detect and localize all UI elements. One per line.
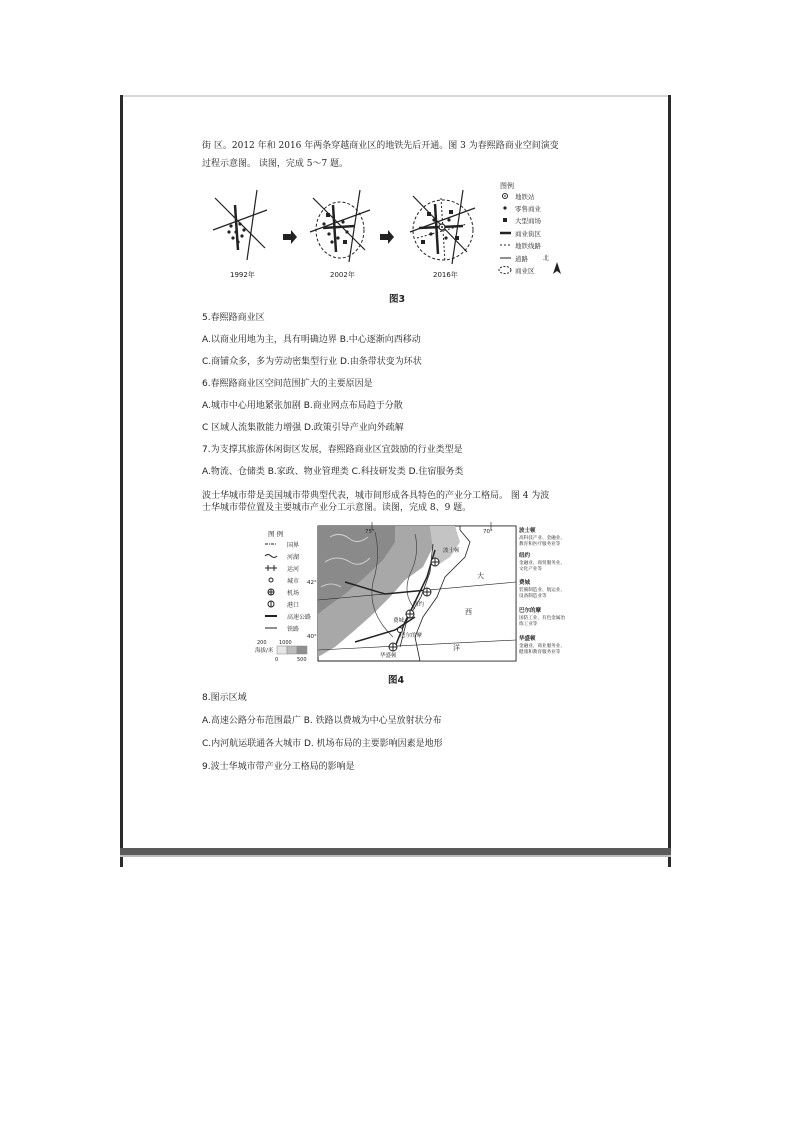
industry-city-baltimore: 巴尔的摩 <box>519 608 542 614</box>
legend-canal: 运河 <box>287 566 300 573</box>
intro2-line-1: 波士华城市带是美国城市带典型代表，城市间形成各具特色的产业分工格局。 图 4 为波 <box>202 491 550 501</box>
q8-options-cd: C.内河航运联通各大城市 D. 机场布局的主要影响因素是地形 <box>202 739 443 749</box>
map-frame <box>318 522 516 661</box>
map-label-boston: 波士顿 <box>443 548 460 554</box>
legend-commercial-zone: 商业区 <box>515 267 535 275</box>
industry-desc-newyork-2: 文化产业等 <box>519 567 542 572</box>
ocean-label-1: 大 <box>477 572 484 580</box>
legend-subway-station: 地铁站 <box>515 193 535 201</box>
q5-stem: 5.春熙路商业区 <box>202 313 265 323</box>
industry-desc-baltimore-2: 炼工业等 <box>519 622 538 627</box>
industry-desc-boston-1: 高科技产业、金融业、 <box>519 536 565 541</box>
industry-desc-boston-2: 教育和医疗服务业等 <box>519 542 561 547</box>
panel-2016 <box>410 190 475 264</box>
legend-city: 城市 <box>287 578 300 585</box>
q9-stem: 9.波士华城市带产业分工格局的影响是 <box>202 762 355 772</box>
legend-mall: 大型商场 <box>515 217 541 225</box>
lon-label-70: 70° <box>483 529 493 535</box>
industry-desc-philadelphia-2: 设备制造业等 <box>519 594 547 599</box>
year-label-3: 2016年 <box>433 271 458 279</box>
arrow-icon <box>283 230 297 244</box>
north-arrow-icon <box>553 262 561 274</box>
elevation-label: 海拔/米 <box>255 648 274 654</box>
north-label: 北 <box>543 255 550 262</box>
legend-retail: 零售商业 <box>515 205 541 213</box>
industry-list <box>519 526 565 655</box>
elev-tick-1000: 1000 <box>279 640 292 646</box>
industry-desc-washington-2: 健康和教育服务业等 <box>519 650 561 655</box>
q7-options: A.物流、仓储类 B.家政、物业管理类 C.科技研发类 D.住宿服务类 <box>202 467 464 477</box>
legend-railway: 铁路 <box>287 626 300 633</box>
panel-2002 <box>310 190 370 262</box>
ocean-label-2: 西 <box>465 608 472 616</box>
elev-tick-500: 500 <box>297 657 307 663</box>
figure-4-legend <box>255 529 311 663</box>
industry-city-philadelphia: 费城 <box>519 580 531 586</box>
map-label-washington: 华盛顿 <box>380 653 397 659</box>
q6-options-cd: C 区域人流集散能力增强 D.政策引导产业向外疏解 <box>202 423 404 433</box>
q8-stem: 8.图示区域 <box>202 693 247 703</box>
lat-label-40: 40° <box>307 634 317 640</box>
lat-label-42: 42° <box>307 580 317 586</box>
intro-line-2: 过程示意图。 读图，完成 5～7 题。 <box>202 159 349 169</box>
elev-tick-200: 200 <box>257 640 267 646</box>
industry-desc-philadelphia-1: 装備制造业、航运业、 <box>519 588 565 593</box>
industry-desc-baltimore-1: 国防工业、有色金属冶 <box>519 616 565 621</box>
legend-border: 国界 <box>287 542 300 549</box>
legend-commercial-street: 商业街区 <box>515 230 541 238</box>
q6-stem: 6.春熙路商业区空间范围扩大的主要原因是 <box>202 379 373 389</box>
q5-options-cd: C.商铺众多，多为劳动密集型行业 D.由条带状变为环状 <box>202 357 422 367</box>
figure-3-legend <box>499 181 561 275</box>
elev-tick-0: 0 <box>275 657 279 663</box>
legend-title: 图 例 <box>268 530 284 538</box>
year-label-1: 1992年 <box>230 271 255 279</box>
figure-3-diagram <box>205 180 565 282</box>
figure-4-caption: 图4 <box>388 675 405 686</box>
industry-desc-washington-1: 金融业、商业服务业、 <box>519 644 565 649</box>
figure-4-map <box>255 522 580 664</box>
page-right-border <box>668 95 671 867</box>
map-label-newyork: 纽约 <box>413 602 425 608</box>
industry-city-boston: 波士顿 <box>519 528 536 534</box>
legend-subway-line: 地铁线路 <box>515 242 541 250</box>
q6-options-ab: A.城市中心用地紧张加剧 B.商业网点布局趋于分散 <box>202 401 403 411</box>
page-bottom-border <box>120 848 671 855</box>
lon-label-75: 75° <box>365 529 375 535</box>
intro2-line-2: 士华城市带位置及主要城市产业分工示意图。读图，完成 8、9 题。 <box>202 503 472 513</box>
industry-desc-newyork-1: 金融业、商贸服务业、 <box>519 561 565 566</box>
figure-3-caption: 图3 <box>389 294 406 305</box>
industry-city-newyork: 纽约 <box>519 553 531 559</box>
page-left-border <box>120 95 123 867</box>
panel-1992 <box>213 190 267 260</box>
intro-line-1: 街 区。2012 年和 2016 年两条穿越商业区的地铁先后开通。图 3 为春熙路商业空间演变 <box>202 141 559 151</box>
legend-port: 港口 <box>287 602 300 609</box>
legend-river: 河湖 <box>287 554 300 561</box>
q8-options-ab: A.高速公路分布范围最广 B. 铁路以费城为中心呈放射状分布 <box>202 716 442 726</box>
year-label-2: 2002年 <box>330 271 355 279</box>
page-top-border <box>123 95 668 97</box>
map-label-philadelphia: 费城 <box>393 618 405 624</box>
legend-road: 道路 <box>515 255 528 263</box>
map-label-baltimore: 巴尔的摩 <box>400 633 423 639</box>
q7-stem: 7.为支撑其旅游休闲街区发展，春熙路商业区宜鼓励的行业类型是 <box>202 445 463 455</box>
legend-highway: 高速公路 <box>287 614 312 621</box>
ocean-label-3: 洋 <box>453 644 460 652</box>
legend-airport: 机场 <box>287 590 300 597</box>
page-bottom-shadow <box>120 855 671 857</box>
legend-title: 图例 <box>500 182 514 190</box>
industry-city-washington: 华盛顿 <box>519 636 536 642</box>
arrow-icon <box>380 230 394 244</box>
q5-options-ab: A.以商业用地为主，具有明确边界 B.中心逐渐向西移动 <box>202 335 421 345</box>
